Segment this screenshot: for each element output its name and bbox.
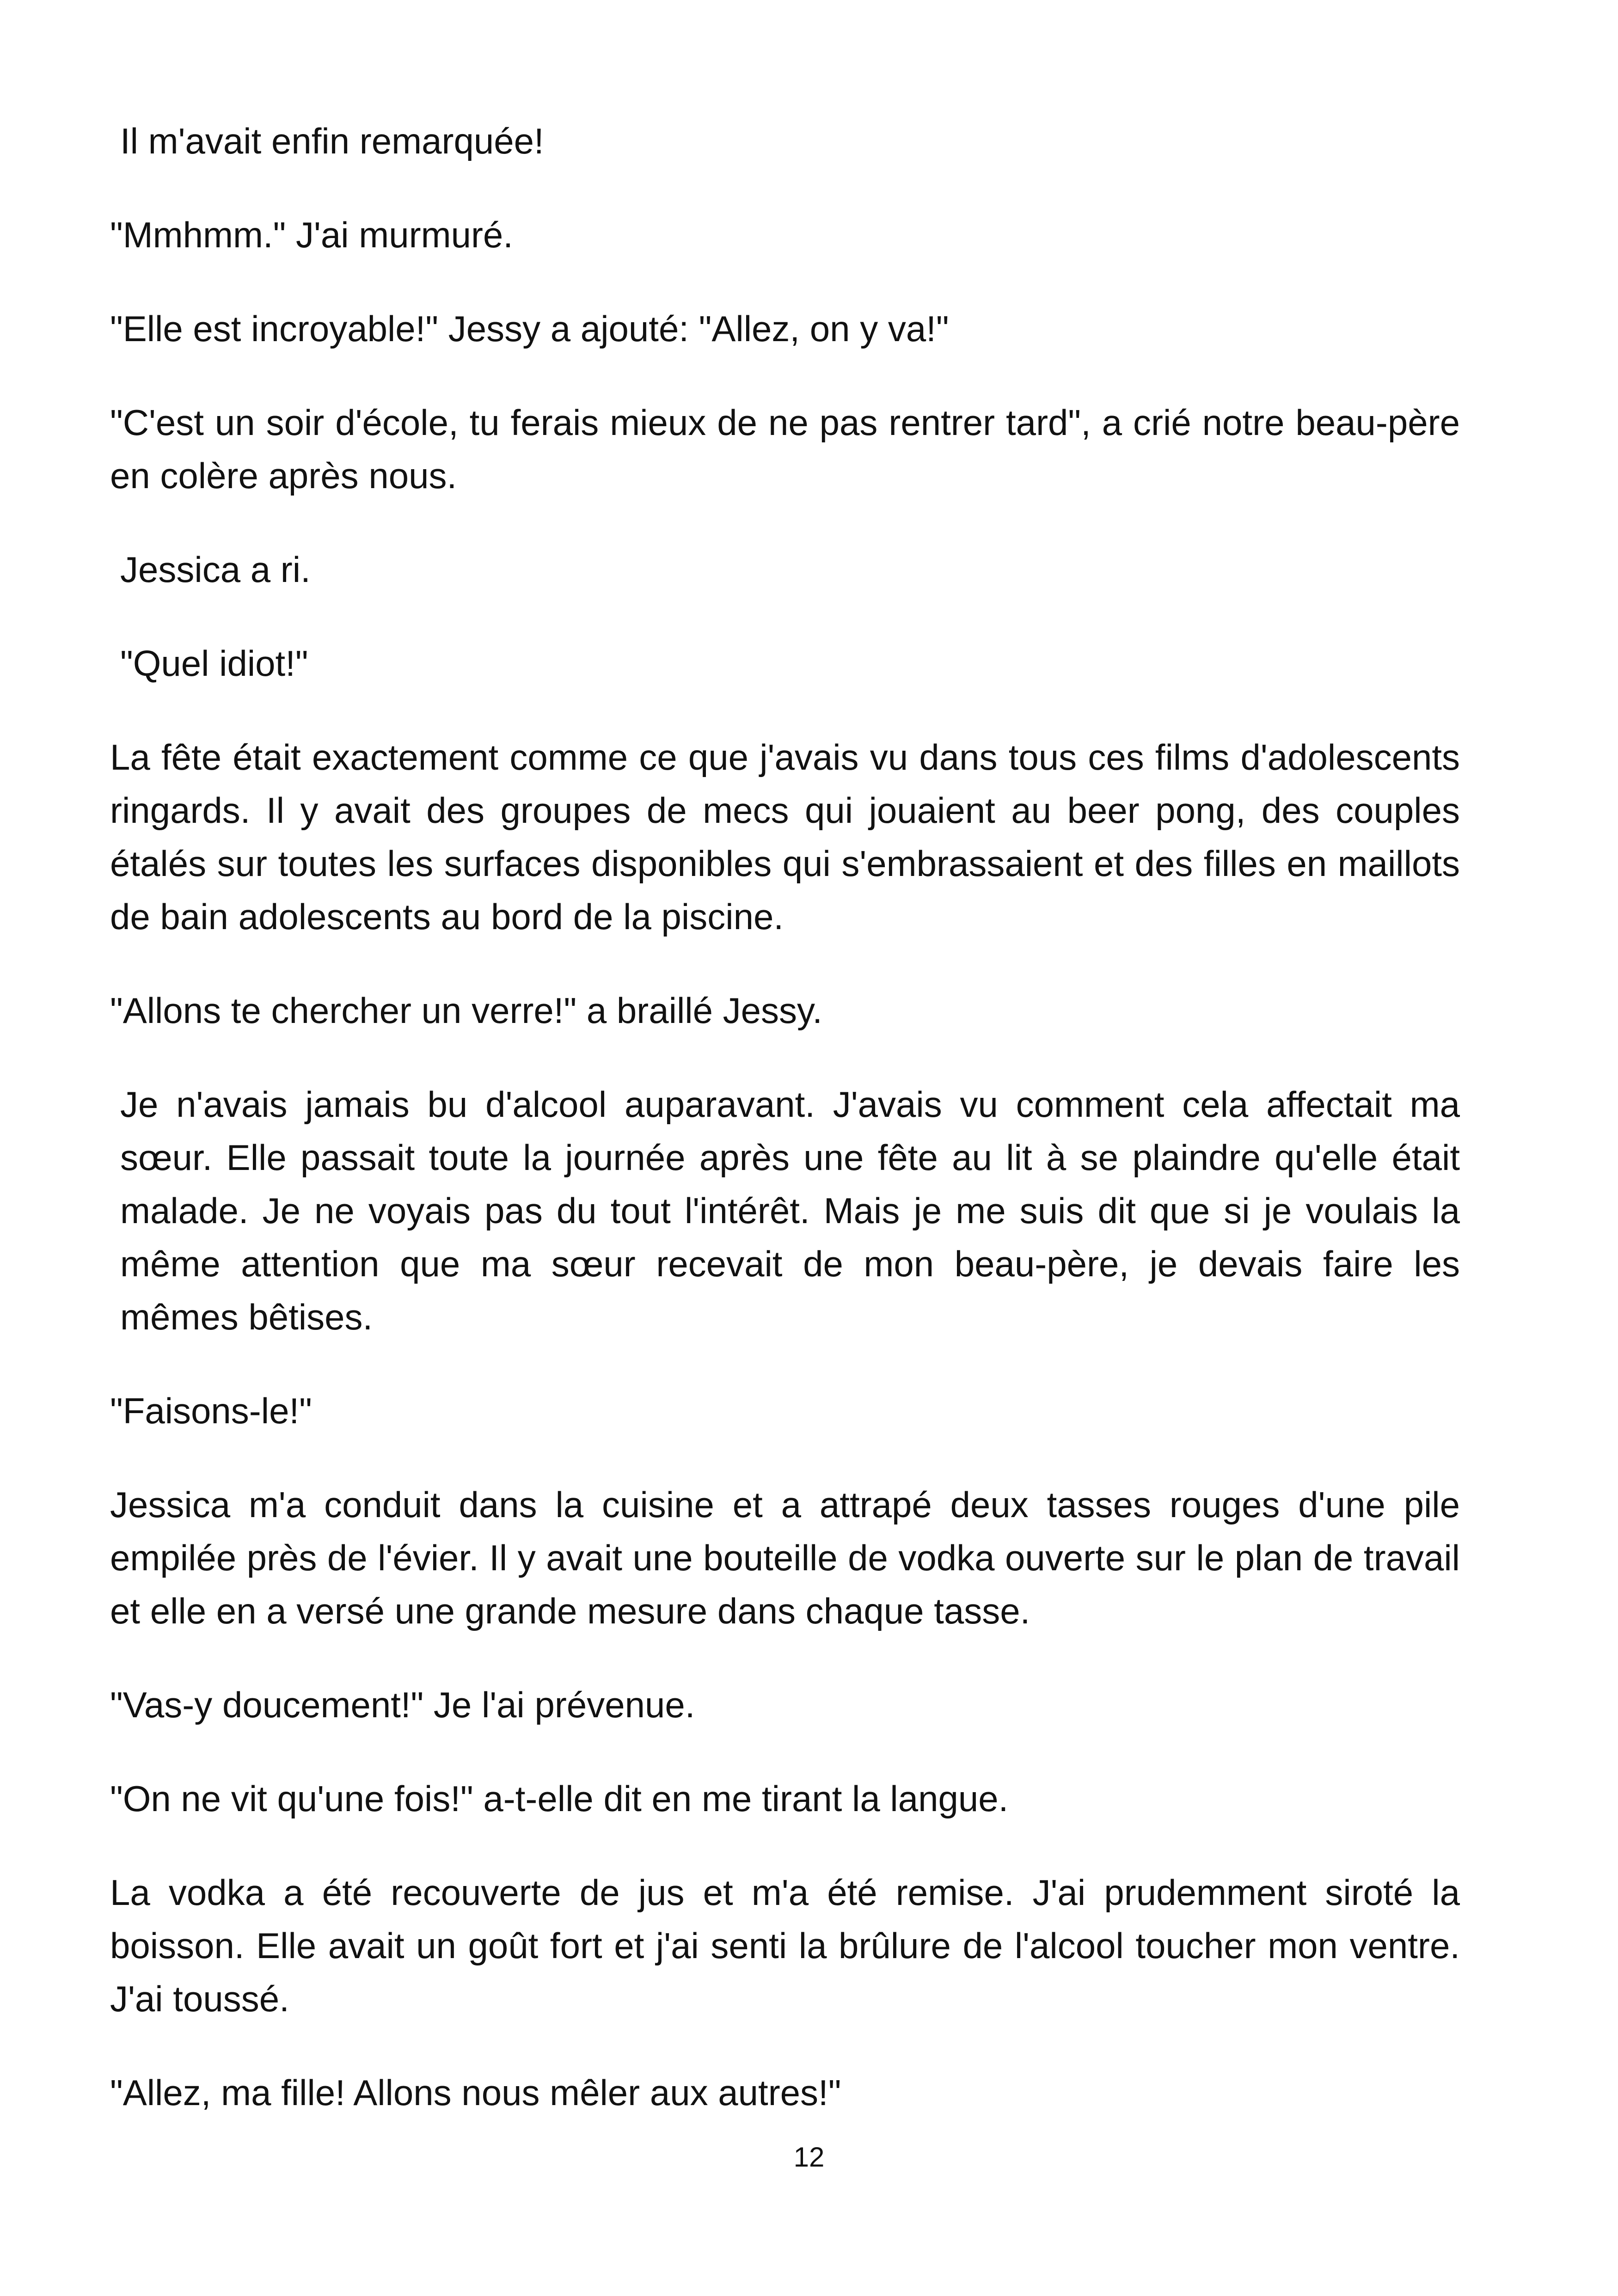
paragraph-11: Jessica m'a conduit dans la cuisine et a attrapé deux tasses rouges d'une pile empilée près de l'évier. Il y avait une bouteille de vodka ouverte sur le plan de travail et elle en a versé une grande mesure dans chaque tasse. [110,1484,1460,1631]
paragraph-5: Jessica a ri. [120,549,311,590]
paragraph-9: Je n'avais jamais bu d'alcool auparavant. J'avais vu comment cela affectait ma sœur. Elle passait toute la journée après une fête au lit à se plaindre qu'elle était malade. Je ne voyais pas du tout l'intérêt. Mais je me suis dit que si je voulais la même attention que ma sœur recevait de mon beau-père, je devais faire les mêmes bêtises. [120,1084,1460,1337]
body-text [110,115,1460,2160]
paragraph-10: "Faisons-le!" [110,1390,312,1431]
paragraph-6: "Quel idiot!" [120,643,308,684]
page-number: 12 [793,2142,825,2173]
paragraph-13: "On ne vit qu'une fois!" a-t-elle dit en me tirant la langue. [110,1778,1009,1819]
paragraph-7: La fête était exactement comme ce que j'avais vu dans tous ces films d'adolescents ringards. Il y avait des groupes de mecs qui jouaient au beer pong, des couples étalés sur toutes les surfaces disponibles qui s'embrassaient et des filles en maillots de bain adolescents au bord de la piscine. [110,737,1460,937]
paragraph-14: La vodka a été recouverte de jus et m'a été remise. J'ai prudemment siroté la boisson. Elle avait un goût fort et j'ai senti la brûlure de l'alcool toucher mon ventre. J'ai toussé. [110,1872,1460,2019]
paragraph-15: "Allez, ma fille! Allons nous mêler aux autres!" [110,2072,841,2113]
paragraph-1: Il m'avait enfin remarquée! [120,121,544,161]
paragraph-12: "Vas-y doucement!" Je l'ai prévenue. [110,1684,695,1725]
paragraph-3: "Elle est incroyable!" Jessy a ajouté: "Allez, on y va!" [110,308,949,349]
paragraph-8: "Allons te chercher un verre!" a braillé Jessy. [110,990,822,1031]
paragraph-4: "C'est un soir d'école, tu ferais mieux de ne pas rentrer tard", a crié notre beau-père en colère après nous. [110,402,1460,496]
paragraph-2: "Mmhmm." J'ai murmuré. [110,214,513,255]
